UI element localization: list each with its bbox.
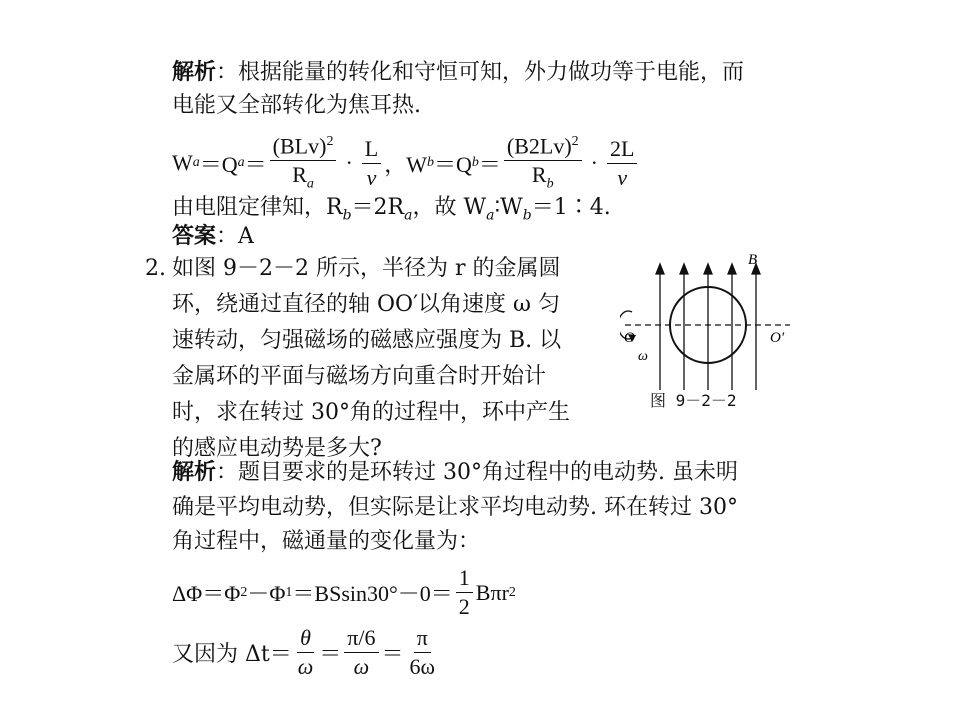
f3-f2-den: ω bbox=[353, 654, 370, 679]
f3-f1-num: θ bbox=[297, 626, 314, 653]
formula-flux-change bbox=[172, 566, 516, 619]
question2-line: 金属环的平面与磁场方向重合时开始计 bbox=[172, 364, 547, 389]
f4-num: 2L bbox=[607, 137, 637, 164]
f2-num: L bbox=[362, 137, 381, 164]
f1-den-sub: a bbox=[306, 176, 314, 192]
f1-qb-sub: b bbox=[471, 155, 479, 171]
answer-value: ：A bbox=[216, 224, 254, 249]
f3-den-sub: b bbox=[546, 176, 554, 192]
analysis2-line3: 角过程中，磁通量的变化量为： bbox=[172, 529, 481, 554]
conclusion-part3: ，故 W bbox=[412, 195, 487, 220]
f2-mid: －Φ bbox=[247, 581, 286, 606]
f1-den: R bbox=[292, 162, 307, 188]
question2-line: 时，求在转过 30°角的过程中，环中产生 bbox=[172, 400, 570, 425]
conclusion-sub-a2: a bbox=[486, 207, 495, 224]
analysis1-line1 bbox=[172, 58, 744, 87]
f3-exp: 2 bbox=[571, 134, 579, 149]
f1-eq1: ＝Q bbox=[199, 151, 238, 177]
f1-exp: 2 bbox=[326, 134, 334, 149]
f2-tail-exp: 2 bbox=[508, 584, 516, 600]
question2 bbox=[145, 251, 605, 467]
f2-frac-num: 1 bbox=[456, 566, 473, 593]
analysis2-text1: ：题目要求的是环转过 30°角过程中的电动势. 虽未明 bbox=[216, 460, 738, 485]
f3-num: (B2Lv) bbox=[506, 133, 572, 159]
f3-prefix: 又因为 Δt＝ bbox=[172, 642, 292, 667]
f1-eq4: ＝ bbox=[478, 151, 501, 177]
f1-eq2: ＝ bbox=[244, 151, 267, 177]
f1-num: (BLv) bbox=[272, 133, 327, 159]
label-B: B bbox=[748, 252, 758, 268]
fraction-b2lv bbox=[504, 130, 582, 197]
analysis1-text1: ：根据能量的转化和守恒可知，外力做功等于电能，而 bbox=[216, 60, 745, 85]
figure-caption: 图 9－2－2 bbox=[650, 391, 737, 410]
conclusion-sub-a: a bbox=[404, 207, 413, 224]
label-O-prime: O′ bbox=[770, 330, 785, 346]
conclusion-part1: 由电阻定律知，R bbox=[172, 195, 343, 220]
analysis2-line1 bbox=[172, 458, 738, 487]
magnetic-field-lines bbox=[656, 264, 760, 390]
f3-f3-den: 6ω bbox=[409, 654, 436, 679]
analysis2-label: 解析 bbox=[172, 459, 217, 485]
f3-eq2: ＝ bbox=[381, 641, 404, 666]
conclusion-part2: ＝2R bbox=[351, 195, 405, 220]
conclusion-part5: ＝1∶4. bbox=[531, 195, 611, 220]
fraction-theta-omega bbox=[295, 626, 317, 679]
f1-comma: ，W bbox=[384, 151, 427, 177]
answer-line bbox=[172, 222, 254, 251]
fraction-2l-over-v bbox=[607, 137, 637, 190]
f2-rhs: ＝BSsin30°－0＝ bbox=[292, 581, 453, 606]
f1-dot2: · bbox=[590, 150, 598, 176]
f2-lhs: ΔΦ＝Φ bbox=[172, 581, 241, 606]
f2-frac-den: 2 bbox=[458, 594, 470, 619]
f2-sub1: 1 bbox=[285, 584, 293, 600]
figure-ring-in-field bbox=[620, 250, 800, 400]
fraction-pi6-omega bbox=[344, 626, 378, 679]
f1-wa-sub: a bbox=[192, 155, 200, 171]
answer-label: 答案 bbox=[172, 223, 217, 249]
conclusion-sub-b2: b bbox=[522, 207, 532, 224]
fraction-blv bbox=[270, 130, 337, 197]
question2-line: 如图 9－2－2 所示，半径为 r 的金属圆 bbox=[172, 256, 561, 281]
label-O: O bbox=[624, 330, 635, 346]
f3-eq1: ＝ bbox=[319, 641, 342, 666]
f1-eq3: ＝Q bbox=[433, 151, 472, 177]
f1-qa-sub: a bbox=[237, 155, 245, 171]
formula-delta-t bbox=[172, 626, 441, 679]
question2-line: 环，绕通过直径的轴 OO′以角速度 ω 匀 bbox=[172, 292, 560, 317]
f3-f1-den: ω bbox=[297, 654, 314, 679]
conclusion-sub-b: b bbox=[342, 207, 352, 224]
fraction-half bbox=[456, 566, 473, 619]
f1-wa: W bbox=[172, 150, 193, 176]
question2-line: 速转动，匀强磁场的磁感应强度为 B. 以 bbox=[172, 328, 562, 353]
f3-f3-num: π bbox=[414, 626, 431, 653]
f4-den: v bbox=[617, 164, 628, 190]
conclusion-part4: ∶W bbox=[494, 195, 523, 220]
f2-sub2: 2 bbox=[240, 584, 248, 600]
analysis2-line2: 确是平均电动势，但实际是让求平均电动势. 环在转过 30° bbox=[172, 495, 738, 520]
formula-wa-wb bbox=[172, 130, 640, 197]
f1-wb-sub: b bbox=[426, 155, 434, 171]
f3-den: R bbox=[531, 162, 547, 188]
fraction-l-over-v bbox=[362, 137, 381, 190]
f3-f2-num: π/6 bbox=[344, 626, 378, 653]
f2-den: v bbox=[366, 164, 377, 190]
label-omega: ω bbox=[638, 349, 648, 364]
analysis1-label: 解析 bbox=[172, 59, 217, 85]
f1-dot1: · bbox=[345, 150, 353, 176]
analysis1-line2: 电能又全部转化为焦耳热. bbox=[172, 93, 421, 118]
question2-number: 2. bbox=[145, 256, 166, 281]
question2-line: 的感应电动势是多大? bbox=[172, 436, 382, 461]
f2-tail: Bπr bbox=[475, 579, 509, 605]
fraction-pi-6omega bbox=[407, 626, 438, 679]
